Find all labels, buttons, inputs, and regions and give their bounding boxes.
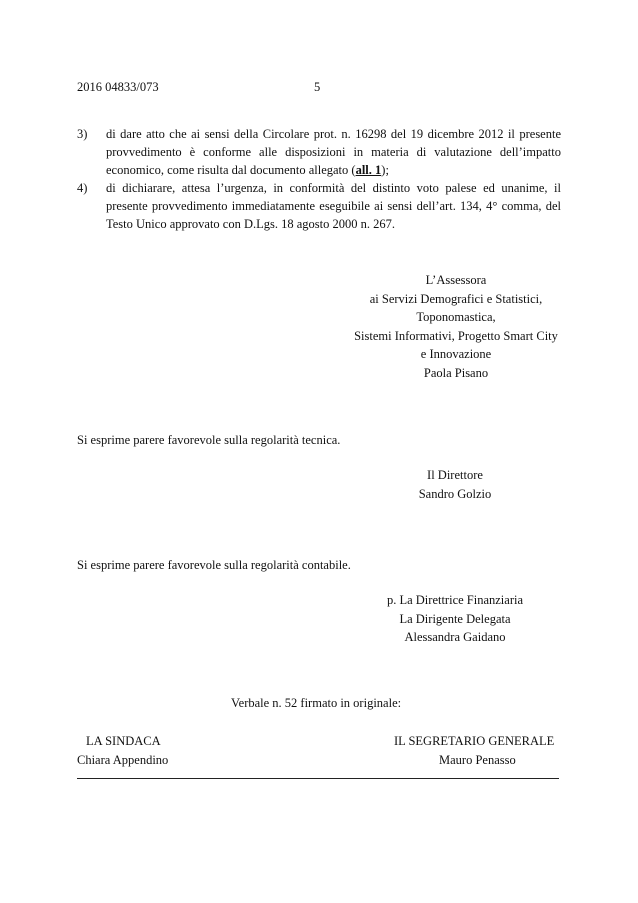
signature-role: Sistemi Informativi, Progetto Smart City (354, 328, 558, 343)
dirigente-signature (370, 591, 540, 647)
signature-name: Alessandra Gaidano (404, 630, 506, 644)
item-line: Testo Unico approvato con D.Lgs. 18 agosto 2000 n. 267. (106, 217, 396, 231)
item-text (106, 125, 561, 179)
assessora-signature (345, 271, 567, 382)
signature-role: p. La Direttrice Finanziaria (386, 593, 524, 607)
separator-rule (77, 778, 559, 779)
parere-contabile: Si esprime parere favorevole sulla regolarità contabile. (77, 558, 351, 572)
item-line-prefix: economico, come risulta dal documento allegato ( (106, 163, 356, 177)
item-text (106, 179, 561, 233)
segretario-name: Mauro Penasso (439, 753, 516, 767)
attachment-link[interactable]: all. 1 (355, 163, 382, 177)
item-line: provvedimento è conforme alle disposizioni in materia di valutazione dell’impatto (106, 145, 561, 159)
signature-role: e Innovazione (420, 347, 492, 361)
sindaca-name: Chiara Appendino (77, 753, 169, 767)
signature-role: L’Assessora (425, 273, 487, 287)
item-number: 3) (77, 127, 88, 141)
item-line (106, 161, 561, 179)
segretario-title: IL SEGRETARIO GENERALE (394, 734, 555, 748)
direttore-signature (380, 466, 530, 503)
page-number: 5 (314, 80, 321, 94)
parere-tecnico: Si esprime parere favorevole sulla regolarità tecnica. (77, 433, 341, 447)
item-line: di dare atto che ai sensi della Circolare prot. n. 16298 del 19 dicembre 2012 il presente (106, 127, 561, 141)
item-number: 4) (77, 181, 88, 195)
item-line-suffix: ); (381, 163, 389, 177)
signature-role: Toponomastica, (416, 310, 496, 324)
item-line: presente provvedimento immediatamente eseguibile ai sensi dell’art. 134, 4° comma, del (106, 199, 561, 213)
sindaca-title: LA SINDACA (86, 734, 161, 748)
verbale-line: Verbale n. 52 firmato in originale: (231, 696, 402, 710)
item-line: di dichiarare, attesa l’urgenza, in conformità del distinto voto palese ed unanime, il (106, 181, 561, 195)
signature-role: ai Servizi Demografici e Statistici, (369, 291, 543, 306)
signature-role: La Dirigente Delegata (399, 611, 511, 626)
signature-name: Sandro Golzio (418, 486, 492, 501)
document-number: 2016 04833/073 (77, 80, 159, 94)
signature-role: Il Direttore (427, 468, 483, 482)
signature-name: Paola Pisano (423, 365, 489, 380)
